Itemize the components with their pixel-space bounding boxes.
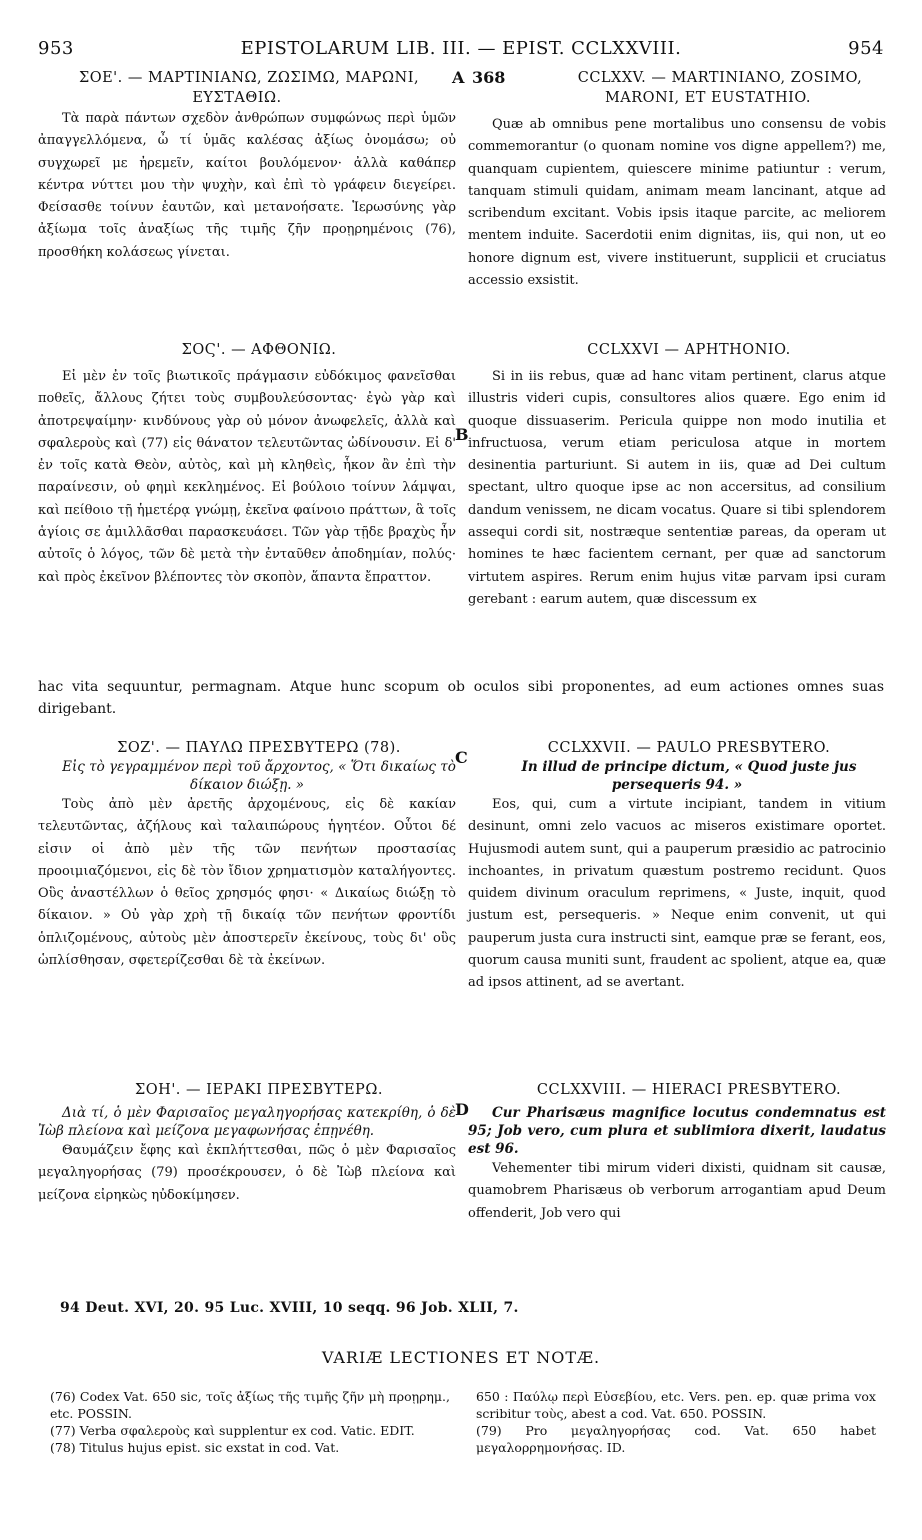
- page-number-left: 953: [38, 38, 74, 59]
- running-header: [38, 38, 884, 62]
- letter-277-latin: [468, 738, 886, 995]
- margin-number: 368: [472, 68, 506, 87]
- page-number-right: 954: [848, 38, 884, 59]
- letter-subtitle-latin: Cur Pharisæus magnifice locutus condemnatus est 95; Job vero, cum plura et sublimiora dixerit, laudatus est 96.: [468, 1105, 886, 1157]
- notes-title: VARIÆ LECTIONES ET NOTÆ.: [321, 1348, 601, 1367]
- letter-276-latin: [468, 340, 886, 611]
- margin-marker-a: A: [452, 68, 465, 87]
- letter-title-greek: ΣΟΗ'. — ΙΕΡΑΚΙ ΠΡΕΣΒΥΤΕΡΩ.: [135, 1082, 383, 1098]
- letter-subtitle-greek: Διὰ τί, ὁ μὲν Φαρισαῖος μεγαληγορήσας κατεκρίθη, ὁ δὲ Ἰὼβ πλείονα καὶ μείζονα μεγαφωνήσας ἐπῃνέθη.: [38, 1105, 456, 1139]
- letter-text-latin: Si in iis rebus, quæ ad hanc vitam pertinent, clarus atque illustris videri cupis, consultores alios quære. Ego enim id quoque dissuaserim. Pericula quippe non modo inutilia et infructuosa, verum etiam periculosa atque in mortem desinentia parturiunt. Si autem in iis, quæ ad Dei cultum spectant, ultro quoque ipse ac non accersitus, ad consilium dandum venissem, ne dicam vocatus. Quare si tibi splendorem assequi cordi sit, nostræque sententiæ pareas, da operam ut homines te hæc facientem cernant, per quæ ad sanctorum virtutem aspires. Rerum enim hujus vitæ parvam ipsi curam gerebant : earum autem, quæ discessum ex: [468, 369, 886, 607]
- letter-275-latin-body: [468, 114, 886, 292]
- letter-text-latin: Quæ ab omnibus pene mortalibus uno consensu de vobis commemorantur (o quonam nomine vos digne appellem?) me, quanquam cupientem, quiescere minime patiuntur : verum, tanquam stimuli quidam, animam meam lancinant, atque ad scribendum excitant. Vobis ipsis itaque parcite, ac meliorem mentem induite. Sacerdotii enim dignitas, iis, qui non, ut eo honore dignum est, vivere instituerunt, supplicii et cruciatus accessio exsistit.: [468, 117, 886, 289]
- letter-subtitle-latin: In illud de principe dictum, « Quod juste jus persequeris 94. »: [521, 759, 857, 793]
- letter-text-greek: Θαυμάζειν ἔφης καὶ ἐκπλήττεσθαι, πῶς ὁ μὲν Φαρισαῖος μεγαληγορήσας (79) προσέκρουσεν, ὁ δὲ Ἰὼβ πλείονα καὶ μείζονα εἰρηκὼς ηὐδοκίμησεν.: [38, 1143, 456, 1203]
- notes-left-column: [50, 1388, 450, 1456]
- letter-278-greek: [38, 1080, 456, 1207]
- letter-title-greek: ΣΟΖ'. — ΠΑΥΛΩ ΠΡΕΣΒΥΤΕΡΩ (78).: [117, 740, 401, 756]
- margin-marker-d: D: [455, 1100, 469, 1119]
- letter-title-latin: CCLXXVIII. — HIERACI PRESBYTERO.: [536, 1082, 842, 1098]
- letter-278-latin: [468, 1080, 886, 1225]
- letter-275-latin: [530, 68, 886, 108]
- letter-title-latin: CCLXXV. — MARTINIANO, ZOSIMO, MARONI, ET EUSTATHIO.: [577, 70, 863, 106]
- margin-marker-c: C: [455, 748, 468, 767]
- letter-text-latin: Eos, qui, cum a virtute incipiant, tandem in vitium desinunt, omni zelo vacuos ac miseros existimare oportet. Hujusmodi autem sunt, qui a pauperum præsidio ac patrocinio inchoantes, in privatum quæstum postremo recidunt. Quos quidem divinum oraculum reprimens, « Juste, inquit, quod justum est, persequeris. » Neque enim convenit, ut qui pauperum justa cura instructi sint, eamque præ se ferant, eos, quorum causa muniti sunt, fraudent ac spolient, atque ea, quæ ad ipsos attinent, ad se avertant.: [468, 797, 886, 991]
- letter-title-greek: ΣΟϚ'. — ΑΦΘΟΝΙΩ.: [181, 342, 337, 358]
- note-78: (78) Titulus hujus epist. sic exstat in cod. Vat.: [50, 1440, 340, 1455]
- note-76: (76) Codex Vat. 650 sic, τοῖς ἀξίως τῆς τιμῆς ζῆν μὴ προῃρημ., etc. POSSIN.: [50, 1389, 450, 1421]
- letter-275-greek: [38, 68, 456, 264]
- letter-title-latin: CCLXXVI — APHTHONIO.: [587, 342, 791, 358]
- letter-276-latin-continuation: hac vita sequuntur, permagnam. Atque hunc scopum ob oculos sibi proponentes, ad eum actiones omnes suas dirigebant.: [38, 679, 884, 717]
- letter-text-greek: Τοὺς ἀπὸ μὲν ἀρετῆς ἀρχομένους, εἰς δὲ κακίαν τελευτῶντας, ἀζήλους καὶ ταλαιπώρους ἡγητέον. Οὗτοι δέ εἰσιν οἱ ἀπὸ μὲν τῆς τῶν πενήτων προστασίας προοιμιαζόμενοι, εἰς δὲ τὸν ἴδιον χρηματισμὸν καταλήγοντες. Οὓς ἀναστέλλων ὁ θεῖος χρησμός φησι· « Δικαίως διώξῃ τὸ δίκαιον. » Οὐ γὰρ χρὴ τῇ δικαίᾳ τῶν πενήτων φροντίδι ὁπλιζομένους, αὐτοὺς μὲν ἀποστερεῖν ἐκείνους, τοὺς δι' οὓς ὡπλίσθησαν, σφετερίζεσθαι δὲ τὰ ἐκείνων.: [38, 797, 456, 969]
- scripture-references: 94 Deut. XVI, 20. 95 Luc. XVIII, 10 seqq. 96 Job. XLII, 7.: [60, 1300, 519, 1316]
- letter-text-greek: Τὰ παρὰ πάντων σχεδὸν ἀνθρώπων συμφώνως περὶ ὑμῶν ἀπαγγελλόμενα, ὦ τί ὑμᾶς καλέσας ἀξίως ὀνομάσω; οὐ συγχωρεῖ με ἠρεμεῖν, καίτοι βουλόμενον· ἀλλὰ καθάπερ κέντρα νύττει μου τὴν ψυχὴν, καὶ ἐπὶ τὸ γράφειν διεγείρει. Φείσασθε τοίνυν ἑαυτῶν, καὶ μετανοήσατε. Ἱερωσύνης γὰρ ἀξίωμα τοῖς ἀναξίως τῆς τιμῆς ζῆν προῃρημένοις (76), προσθήκη κολάσεως γίνεται.: [38, 111, 456, 260]
- letter-276-greek: [38, 340, 456, 589]
- letter-text-greek: Εἰ μὲν ἐν τοῖς βιωτικοῖς πράγμασιν εὐδόκιμος φανεῖσθαι ποθεῖς, ἄλλους ζήτει τοὺς συμβουλεύσοντας· ἐγὼ γὰρ καὶ ἀποτρεψαίμην· κινδύνους γὰρ οὐ μόνον ἀνωφελεῖς, ἀλλὰ καὶ σφαλεροὺς καὶ (77) εἰς θάνατον τελευτῶντας ὠδίνουσιν. Εἰ δ' ἐν τοῖς κατὰ Θεὸν, αὐτὸς, καὶ μὴ κληθεὶς, ἧκον ἂν ἐπὶ τὴν παραίνεσιν, οὐ φημὶ κεκλημένος. Εἰ βούλοιο τοίνυν λάμψαι, καὶ πείθοιο τῇ ἡμετέρᾳ γνώμῃ, ἐκεῖνα φαίνοιο πράττων, ἃ τοῖς ἁγίοις σε ἁμιλλᾶσθαι παρασκευάσει. Τῶν γὰρ τῇδε βραχὺς ἦν αὐτοῖς ὁ λόγος, τῶν δὲ μετὰ τὴν ἐνταῦθεν ἀποδημίαν, πολύς· καὶ πρὸς ἐκεῖνον βλέποντες τὸν σκοπὸν, ἅπαντα ἔπραττον.: [38, 369, 456, 585]
- note-78-continued: 650 : Παύλῳ περὶ Εὐσεβίου, etc. Vers. pen. ep. quæ prima vox scribitur τοὺς, abest a cod. Vat. 650. POSSIN.: [476, 1389, 876, 1421]
- note-79: (79) Pro μεγαληγορήσας cod. Vat. 650 habet μεγαλορρημονήσας. ID.: [476, 1423, 876, 1455]
- notes-right-column: [476, 1388, 876, 1456]
- letter-text-latin: Vehementer tibi mirum videri dixisti, quidnam sit causæ, quamobrem Pharisæus ob verborum arrogantiam apud Deum offenderit, Job vero qui: [468, 1161, 886, 1221]
- letter-277-greek: [38, 738, 456, 972]
- margin-marker-b: B: [455, 425, 469, 444]
- running-title: EPISTOLARUM LIB. III. — EPIST. CCLXXVIII.: [240, 38, 682, 59]
- letter-subtitle-greek: Εἰς τὸ γεγραμμένον περὶ τοῦ ἄρχοντος, « Ὅτι δικαίως τὸ δίκαιον διώξῃ. »: [62, 759, 456, 793]
- letter-title-greek: ΣΟΕ'. — ΜΑΡΤΙΝΙΑΝΩ, ΖΩΣΙΜΩ, ΜΑΡΩΝΙ, ΕΥΣΤΑΘΙΩ.: [78, 70, 420, 106]
- letter-title-latin: CCLXXVII. — PAULO PRESBYTERO.: [547, 740, 831, 756]
- note-77: (77) Verba σφαλεροὺς καὶ supplentur ex cod. Vatic. EDIT.: [50, 1423, 415, 1438]
